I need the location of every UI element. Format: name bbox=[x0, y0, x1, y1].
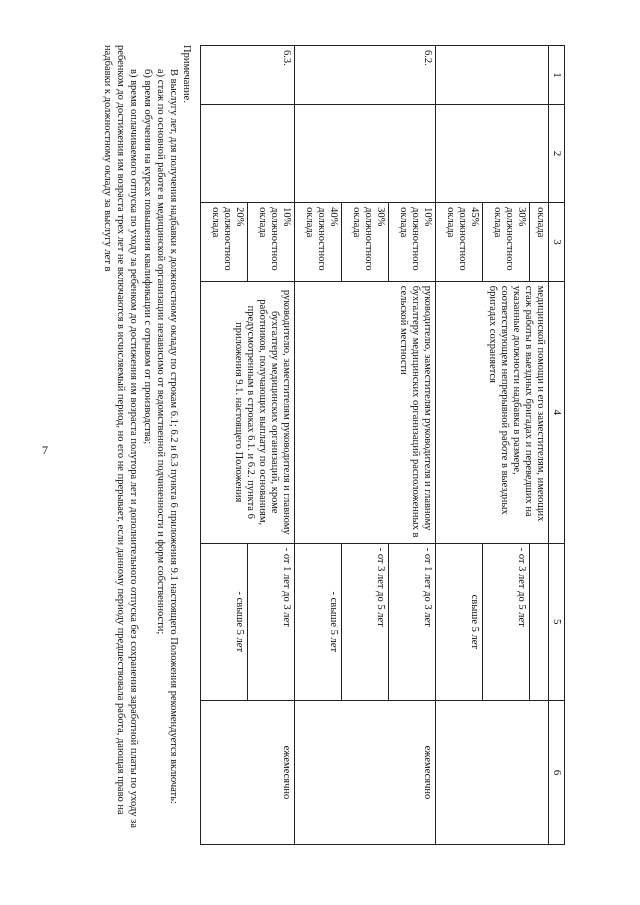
bonus-percent: 10% должностного оклада bbox=[388, 203, 435, 282]
header-cell: 5 bbox=[549, 543, 565, 700]
notes-item-b: б) время обучения на курсах повышения квалификации с отрывом от производства; bbox=[141, 69, 153, 445]
bonus-percent: 10% должностного оклада bbox=[248, 203, 295, 282]
service-length: - от 1 лет до 3 лет bbox=[248, 543, 295, 700]
service-length: - свыше 5 лет bbox=[294, 543, 341, 700]
notes-title: Примечание. bbox=[181, 45, 192, 103]
service-length: - свыше 5 лет bbox=[201, 543, 248, 700]
table-row bbox=[529, 46, 548, 845]
bonus-percent: 30% должностного оклада bbox=[482, 203, 529, 282]
recipients: руководителю, заместителям руководителя и главному бухгалтеру медицинских организаций расположенных в сельской местности bbox=[294, 281, 435, 543]
header-cell: 1 bbox=[549, 46, 565, 105]
header-cell: 2 bbox=[549, 104, 565, 202]
header-row bbox=[549, 46, 565, 845]
bonus-percent: 20% должностного оклада bbox=[201, 203, 248, 282]
header-cell: 3 bbox=[549, 203, 565, 282]
bonus-table bbox=[200, 45, 565, 845]
service-length: - от 3 лет до 5 лет bbox=[482, 543, 529, 700]
notes-section bbox=[101, 45, 193, 845]
header-cell: 4 bbox=[549, 281, 565, 543]
bonus-percent: оклада bbox=[529, 203, 548, 282]
header-cell: 6 bbox=[549, 700, 565, 844]
recipients: медицинской помощи и его заместителям, имеющих стаж работы в выездных бригадах и переведших на указанные должности надбавка в размере, соответствующем непрерывной работе в выездных бригадах сохраняется bbox=[435, 281, 548, 543]
bonus-percent: 40% должностного оклада bbox=[294, 203, 341, 282]
row-number bbox=[435, 46, 548, 105]
payment-frequency: ежемесячно bbox=[201, 700, 295, 844]
notes-paragraph: В выслугу лет, для получения надбавки к должностному окладу по строкам 6.1; 6.2 и 6.3 пункта 6 приложения 9.1 настоящего Положения рекомендуется включать: bbox=[167, 69, 179, 804]
service-length: - от 3 лет до 5 лет bbox=[341, 543, 388, 700]
notes-item-c: в) время оплачиваемого отпуска по уходу за ребенком до достижения им возраста полутора лет и дополнительного отпуска без сохранения заработной платы по уходу за ребенком до достижения им возраста трех лет не включаются в исчисляемый период, но его не прерывает, если данному периоду предшествовала работа, дающая право на надбавки к должностному окладу за выслугу лет в bbox=[102, 45, 140, 828]
row-category bbox=[294, 104, 435, 202]
table-row bbox=[388, 46, 435, 845]
bonus-percent: 30% должностного оклада bbox=[341, 203, 388, 282]
service-length: - от 1 лет до 3 лет bbox=[388, 543, 435, 700]
service-length bbox=[529, 543, 548, 700]
page-number: 7 bbox=[42, 443, 48, 457]
payment-frequency: ежемесячно bbox=[294, 700, 435, 844]
row-category bbox=[435, 104, 548, 202]
notes-item-a: а) стаж по основной работе в медицинской организации независимо от ведомственной подчиненности и форм собственности; bbox=[154, 69, 166, 635]
row-number: 6.2. bbox=[294, 46, 435, 105]
row-number: 6.3. bbox=[201, 46, 295, 105]
recipients: руководителю, заместителям руководителя и главному бухгалтеру медицинских организаций, кроме работников, получающих выплату по основаниям, предусмотренным в строках 6.1. и 6.2. пункта 6 приложения 9.1. настоящего Положения bbox=[201, 281, 295, 543]
payment-frequency bbox=[435, 700, 548, 844]
rotated-page bbox=[75, 45, 565, 845]
bonus-percent: 45% должностного оклада bbox=[435, 203, 482, 282]
row-category bbox=[201, 104, 295, 202]
table-row bbox=[248, 46, 295, 845]
service-length: свыше 5 лет bbox=[435, 543, 482, 700]
